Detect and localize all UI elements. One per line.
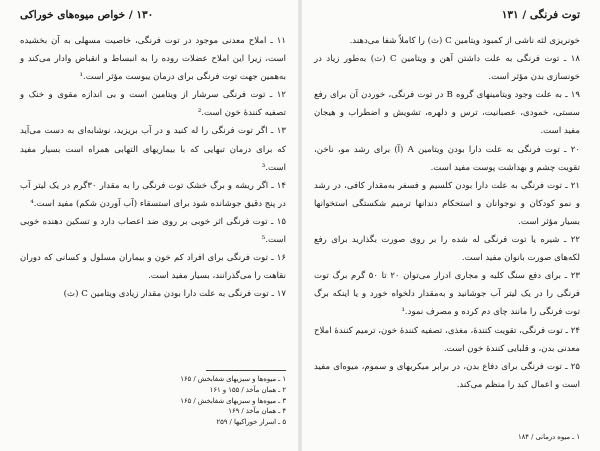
right-page-header: توت فرنگی / ۱۳۱ — [501, 9, 580, 21]
paragraph: ۲۲ ـ شیره یا توت فرنگی له شده را بر روی صورت بگذارید برای رفع لکه‌های صورت بانوان مفید است. — [314, 235, 580, 264]
paragraph: ۱۷ ـ توت فرنگی به علت دارا بودن مقدار زیادی ویتامین C (ث) — [63, 289, 286, 300]
footnote: ۵ ـ اسرار خوراکیها / ۲۵۹ — [216, 418, 286, 427]
paragraph: ۱۲ ـ توت فرنگی سرشار از ویتامین است و بی اندازه مقوی و خنک و تصفیه کنندهٔ خون است.² — [20, 90, 286, 119]
footnote-rule — [206, 370, 286, 371]
paragraph: ۱۴ ـ اگر ریشه و برگ خشک توت فرنگی را به مقدار ۳۰گرم در یک لیتر آب در پنج دقیق جوشانده شود برای استسقاء (آب آوردن شکم) مفید است.⁴ — [20, 180, 286, 209]
right-page-footnotes — [314, 432, 580, 443]
paragraph: ۲۴ ـ توت فرنگی، تقویت کنندهٔ، مغذی، تصفیه کنندهٔ خون، ترمیم کنندهٔ املاح معدنی بدن، و قلبایی کنندهٔ خون است. — [314, 325, 580, 354]
paragraph: ۱۸ ـ توت فرنگی به علت داشتن آهن و ویتامین C (ث) به‌طور زیاد در خونسازی بدن مؤثر است. — [314, 54, 580, 83]
paragraph: ۱۹ ـ به علت وجود ویتامینهای گروه B در توت فرنگی، خوردن آن برای رفع سستی، خمودی، عصبانیت، ترس و دلهره، تشویش و اضطراب و هیجان مفید است. — [314, 90, 580, 137]
paragraph: خونریزی لثه ناشی از کمبود ویتامین C (ث) را کاملاً شفا می‌دهند. — [349, 36, 580, 46]
left-page-footnotes — [20, 370, 286, 428]
left-page-header: ۱۳۰ / خواص میوه‌های خوراکی — [20, 9, 154, 21]
footnote: ۱ ـ میوه درمانی / ۱۸۴ — [517, 433, 580, 441]
paragraph: ۱۱ ـ املاح معدنی موجود در توت فرنگی، خاصیت مسهلی به آن بخشیده است، زیرا این املاح عضلات روده را به انبساط و انقباض وادار می‌کند و به‌همین جهت توت فرنگی برای درمان یبوست مؤثر است.¹ — [20, 36, 286, 83]
paragraph: ۲۰ ـ توت فرنگی به علت دارا بودن ویتامین A (آ) برای رشد مو، ناخن، تقویت چشم و بهداشت پوست مفید است. — [314, 144, 580, 173]
paragraph: ۲۵ ـ توت فرنگی برای دفاع بدن، در برابر میکربهای و سموم، میوه‌ای مفید است و اعمال کبد را منظم می‌کند. — [314, 361, 580, 390]
right-page — [300, 0, 600, 451]
footnote: ۴ ـ همان مآخذ / ۱۶۹ — [228, 407, 286, 416]
footnote: ۱ ـ میوه‌ها و سبزیهای شفابخش / ۱۶۵ — [180, 375, 286, 383]
paragraph: ۱۳ ـ اگر توت فرنگی را له کنید و در آب بریزید، نوشابه‌ای به دست می‌آید که برای درمان تبهایی که با بیماریهای التهابی همراه است بسیار مفید است.³ — [20, 126, 286, 173]
paragraph: ۲۱ ـ توت فرنگی به علت دارا بودن کلسیم و فسفر به‌مقدار کافی، در رشد و نمو کودکان و نوجوانان و استحکام دندانها ترمیم شکستگی استخوانها بسیار مؤثر است. — [314, 180, 580, 227]
paragraph: ۱۵ ـ توت فرنگی اثر خوبی بر روی ضد اعصاب دارد و تسکین دهنده خوبی است.⁵ — [20, 216, 286, 246]
footnote: ۳ ـ میوه‌ها و سبزیهای شفابخش / ۱۶۵ — [180, 396, 286, 405]
paragraph: ۱۶ ـ توت فرنگی برای افراد کم خون و بیماران مسلول و کسانی که دوران نقاهت را می‌گذرانند، بسیار مفید است. — [20, 253, 286, 282]
left-page-body — [20, 32, 286, 303]
paragraph: ۲۳ ـ برای دفع سنگ کلیه و مجاری ادرار می‌توان ۲۰ تا ۵۰ گرم برگ توت فرنگی را در یک لیتر آب جوشانید و به‌مقدار دلخواه خورد و یا اینکه برگ توت فرنگی را مانند چای دم کرده و مصرف نمود.¹ — [314, 271, 580, 318]
right-page-body — [314, 32, 580, 394]
footnote: ۲ ـ همان مآخذ / ۱۵۵ و ۱۶۱ — [209, 385, 286, 394]
